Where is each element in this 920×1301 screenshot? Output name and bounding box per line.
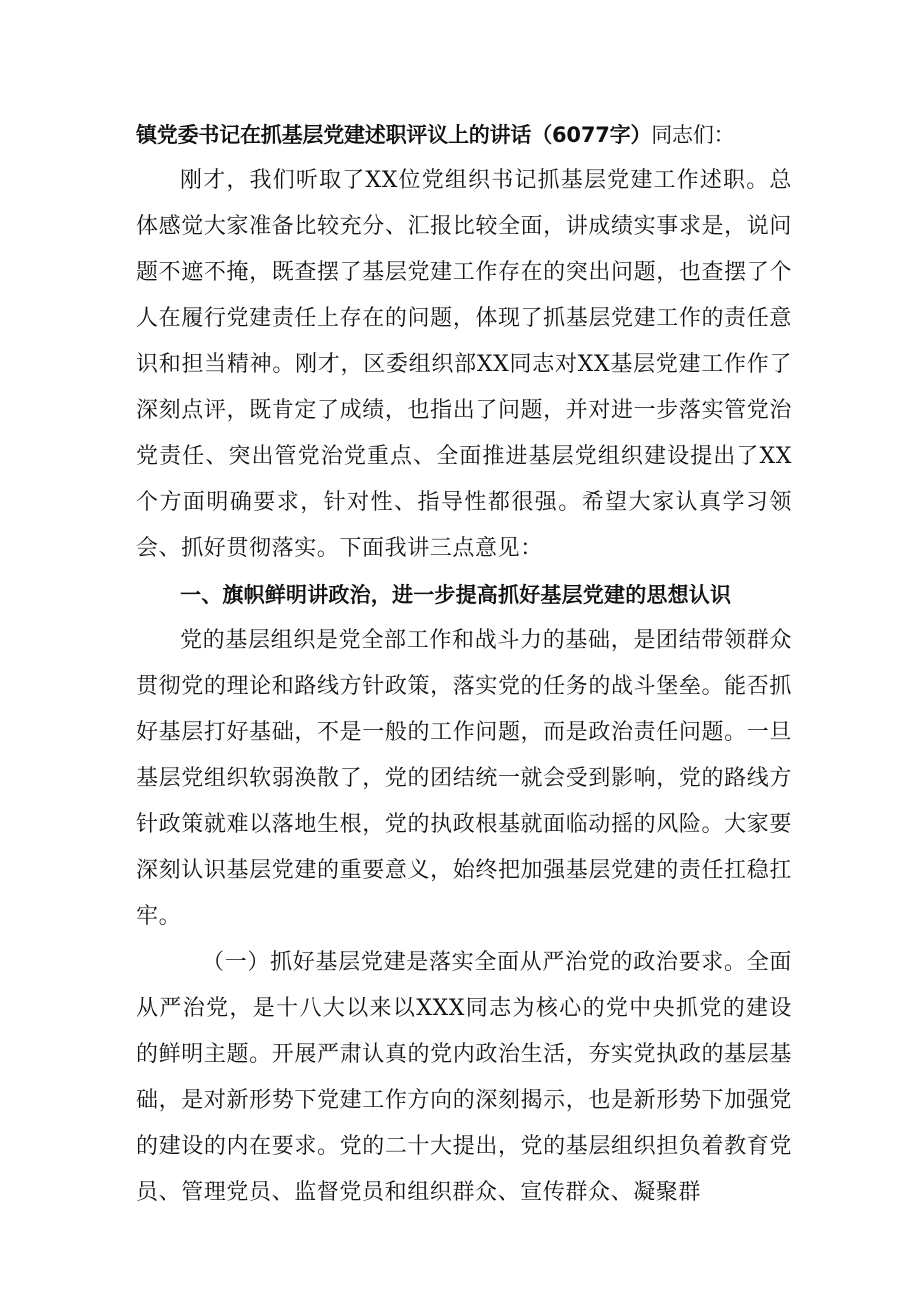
document-title-line — [136, 112, 792, 158]
section-1-heading: 一、旗帜鲜明讲政治，进一步提高抓好基层党建的思想认识 — [180, 583, 732, 607]
subsection-1-paragraph: （一）抓好基层党建是落实全面从严治党的政治要求。全面从严治党，是十八大以来以XXX同志为核心的党中央抓党的建设的鲜明主题。开展严肃认真的党内政治生活，夯实党执政的基层基础，是对新形势下党建工作方向的深刻揭示，也是新形势下加强党的建设的内在要求。党的二十大提出，党的基层组织担负着教育党员、管理党员、监督党员和组织群众、宣传群众、凝聚群 — [136, 950, 792, 1205]
document-title: 镇党委书记在抓基层党建述职评议上的讲话（6077字） — [136, 123, 652, 147]
salutation: 同志们： — [651, 123, 735, 147]
section-1-paragraph: 党的基层组织是党全部工作和战斗力的基础，是团结带领群众贯彻党的理论和路线方针政策，落实党的任务的战斗堡垒。能否抓好基层打好基础，不是一般的工作问题，而是政治责任问题。一旦基层党组织软弱涣散了，党的团结统一就会受到影响，党的路线方针政策就难以落地生根，党的执政根基就面临动摇的风险。大家要深刻认识基层党建的重要意义，始终把加强基层党建的责任扛稳扛牢。 — [136, 628, 792, 929]
intro-paragraph: 刚才，我们听取了XX位党组织书记抓基层党建工作述职。总体感觉大家准备比较充分、汇报比较全面，讲成绩实事求是，说问题不遮不掩，既查摆了基层党建工作存在的突出问题，也查摆了个人在履行党建责任上存在的问题，体现了抓基层党建工作的责任意识和担当精神。刚才，区委组织部XX同志对XX基层党建工作作了深刻点评，既肯定了成绩，也指出了问题，并对进一步落实管党治党责任、突出管党治党重点、全面推进基层党组织建设提出了XX个方面明确要求，针对性、指导性都很强。希望大家认真学习领会、抓好贯彻落实。下面我讲三点意见： — [136, 168, 792, 561]
document-body — [136, 112, 792, 1216]
